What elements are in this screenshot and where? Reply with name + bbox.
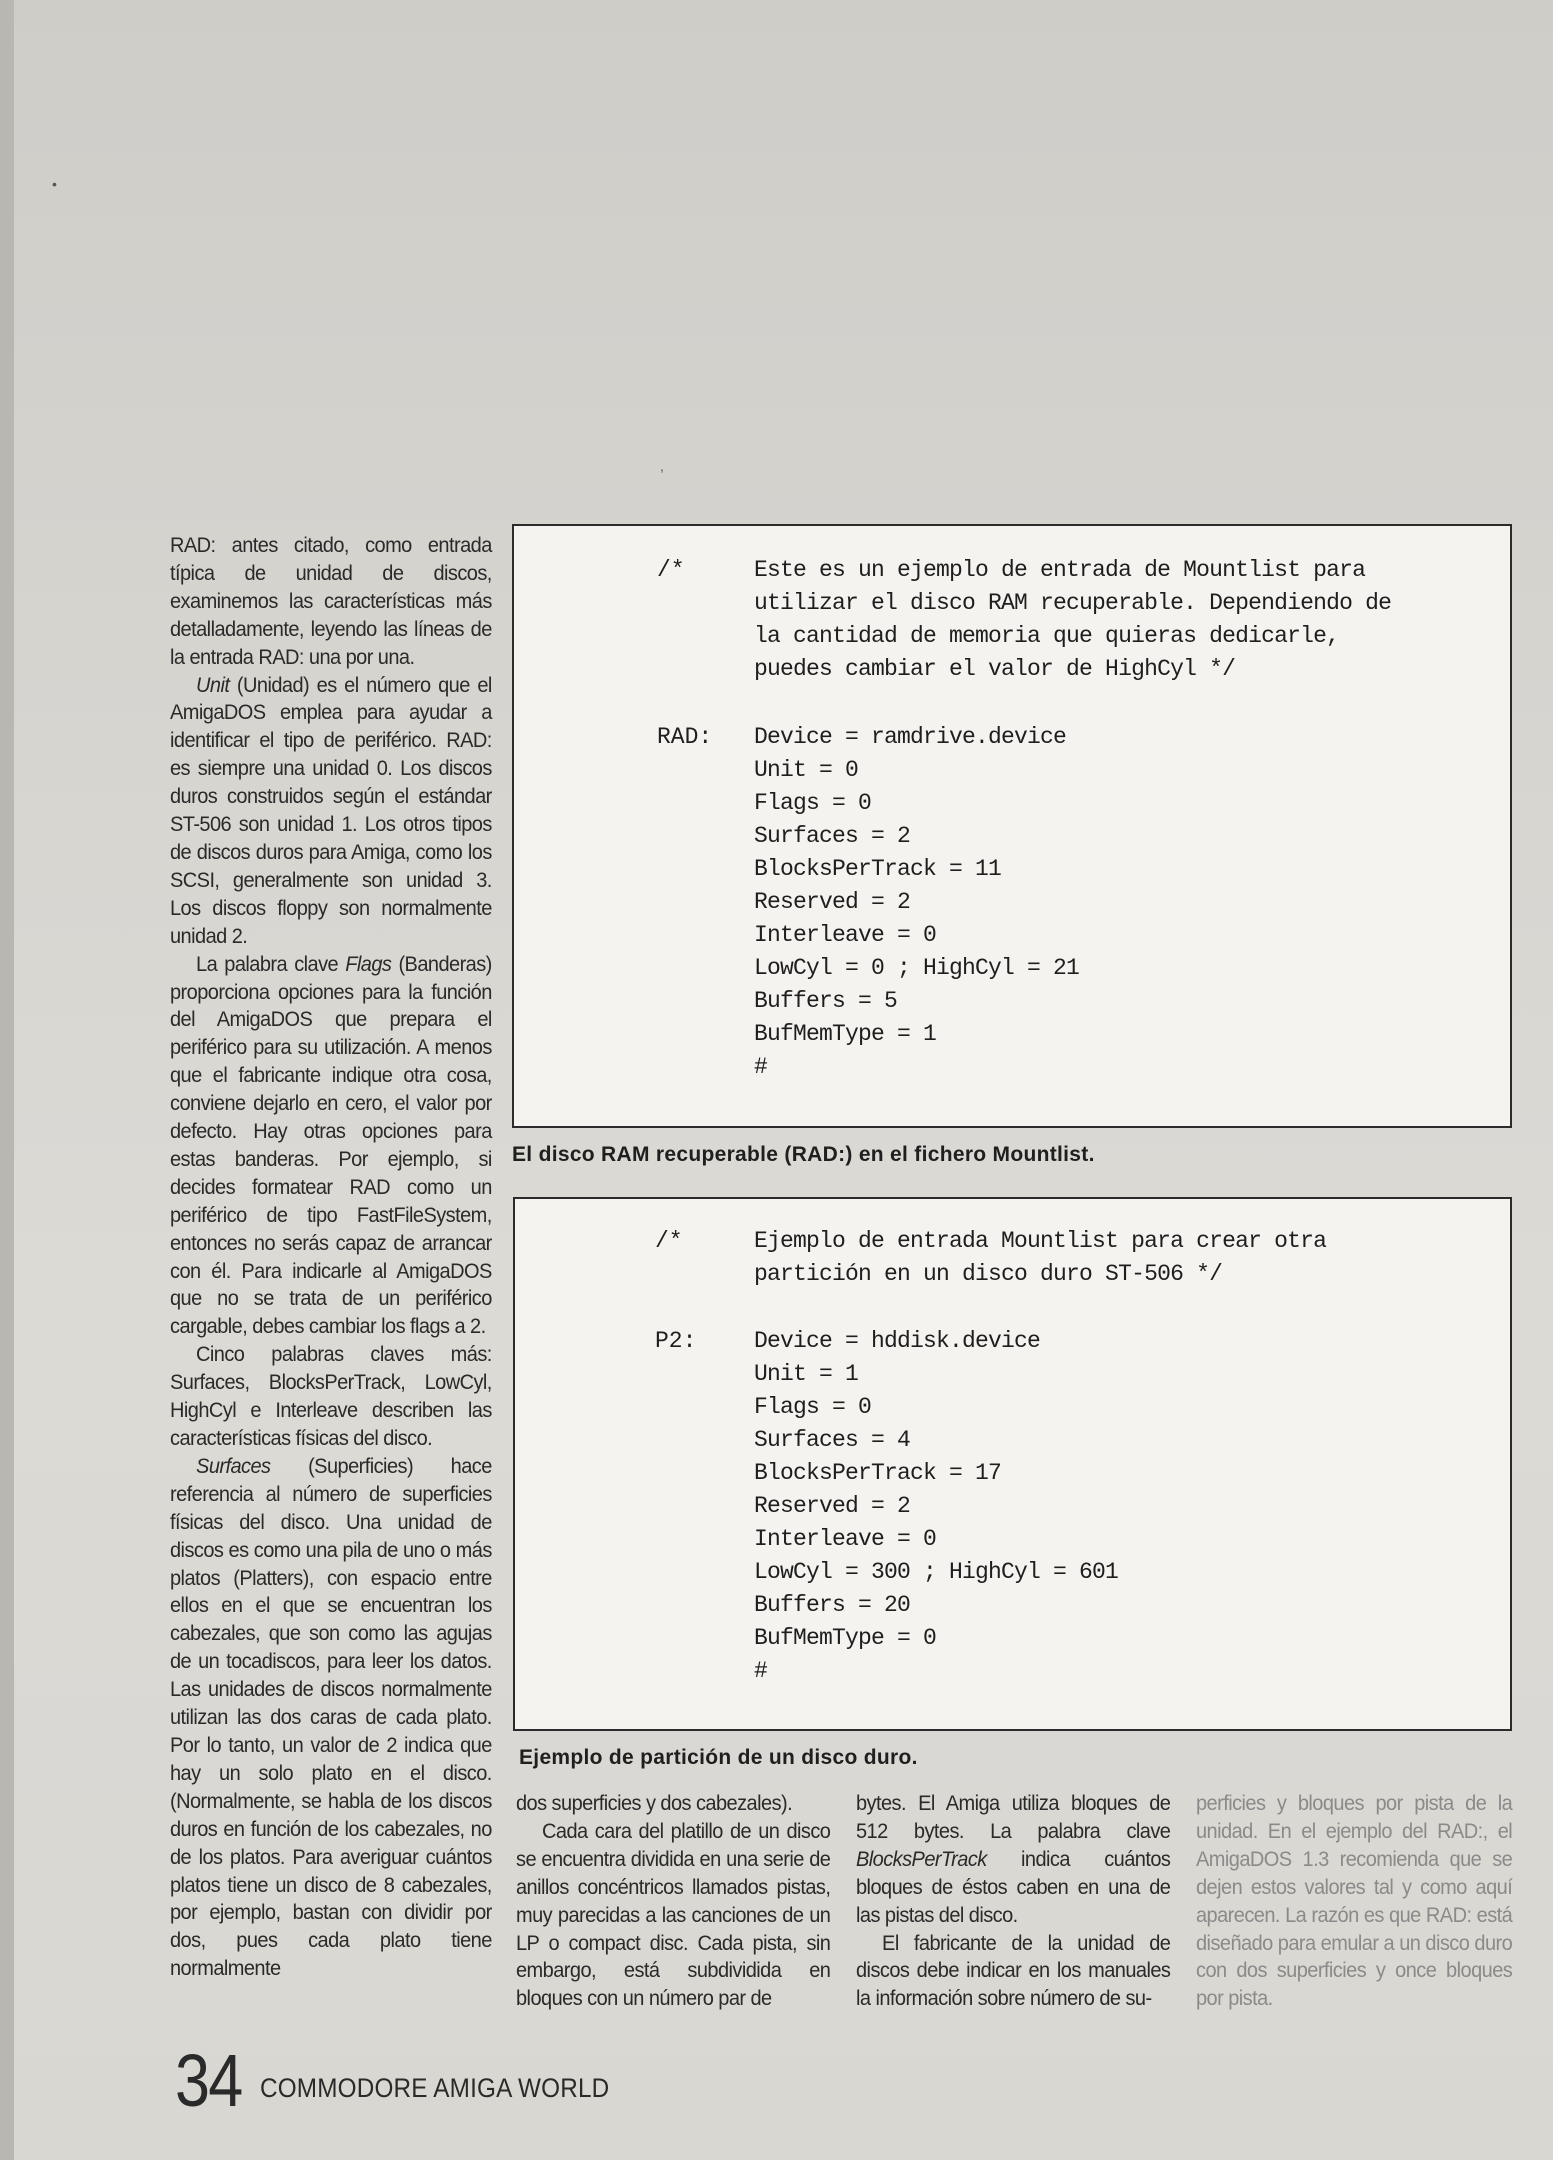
paragraph (856, 1790, 1170, 1930)
code-caption: Ejemplo de partición de un disco duro. (519, 1746, 918, 1769)
code-line: Device = ramdrive.device (754, 724, 1067, 750)
code-comment-line: puedes cambiar el valor de HighCyl */ (754, 656, 1236, 682)
paragraph: Cinco palabras claves más: Surfaces, BlocksPerTrack, LowCyl, HighCyl e Interleave describen las características físicas del disco. (170, 1342, 492, 1450)
code-line: Reserved = 2 (754, 1493, 911, 1519)
paragraph-text: bytes. El Amiga utiliza bloques de 512 bytes. La palabra clave (856, 1791, 1171, 1843)
paragraph-text: (Banderas) proporciona opciones para la función del AmigaDOS que prepara el periférico para su utilización. A menos que el fabricante indique otra cosa, conviene dejarlo en cero, el valor por defecto. Hay otras opciones para estas banderas. Por ejemplo, si decides formatear RAD como un periférico de tipo FastFileSystem, entonces no serás capaz de arrancar con él. Para indicarle al AmigaDOS que no se trata de un periférico cargable, debes cambiar los flags a 2. (170, 951, 492, 1339)
code-line: Device = hddisk.device (754, 1328, 1041, 1354)
left-text-column (170, 532, 492, 1983)
text-column-c (856, 1790, 1170, 2013)
page-edge (0, 0, 14, 2160)
code-caption: El disco RAM recuperable (RAD:) en el fichero Mountlist. (512, 1143, 1095, 1166)
paragraph: RAD: antes citado, como entrada típica de unidad de discos, examinemos las características más detalladamente, leyendo las líneas de la entrada RAD: una por una. (170, 533, 492, 669)
scan-speck: • (52, 176, 57, 192)
scan-speck: , (660, 458, 664, 474)
code-line: Buffers = 20 (754, 1592, 911, 1618)
text-column-b (516, 1790, 830, 2013)
code-line: BufMemType = 0 (754, 1625, 937, 1651)
mountlist-code-box-p2 (513, 1197, 1512, 1731)
term: BlocksPerTrack (856, 1846, 987, 1871)
code-line: Unit = 1 (754, 1361, 859, 1387)
code-line: Flags = 0 (754, 790, 872, 816)
paragraph: El fabricante de la unidad de discos debe indicar en los manuales la información sobre número de su- (856, 1930, 1171, 2011)
code-line: Flags = 0 (754, 1394, 872, 1420)
code-line: LowCyl = 300 ; HighCyl = 601 (754, 1559, 1119, 1585)
code-comment-line: partición en un disco duro ST-506 */ (754, 1261, 1223, 1287)
paragraph: Cada cara del platillo de un disco se encuentra dividida en una serie de anillos concéntricos llamados pistas, muy parecidas a las canciones de un LP o compact disc. Cada pista, sin embargo, está subdividida en bloques con un número par de (516, 1818, 831, 2011)
code-line: BufMemType = 1 (754, 1021, 937, 1047)
code-line: BlocksPerTrack = 11 (754, 856, 1002, 882)
code-line: # (754, 1054, 768, 1080)
code-comment-line: Este es un ejemplo de entrada de Mountlist para (754, 557, 1366, 583)
paragraph-text: (Unidad) es el número que el AmigaDOS emplea para ayudar a identificar el tipo de periférico. RAD: es siempre una unidad 0. Los discos duros construidos según el estándar ST-506 son unidad 1. Los otros tipos de discos duros para Amiga, como los SCSI, generalmente son unidad 3. Los discos floppy son normalmente unidad 2. (170, 672, 492, 948)
code-line: Surfaces = 4 (754, 1427, 911, 1453)
term: Unit (196, 672, 230, 697)
paragraph: perficies y bloques por pista de la unidad. En el ejemplo del RAD:, el AmigaDOS 1.3 recomienda que se dejen estos valores tal y como aquí aparecen. La razón es que RAD: está diseñado para emular a un disco duro con dos superficies y once bloques por pista. (1196, 1791, 1513, 2011)
code-line: Reserved = 2 (754, 889, 911, 915)
comment-label: /* (655, 1228, 683, 1254)
comment-label: /* (657, 557, 685, 583)
paragraph (170, 1453, 492, 1983)
code-line: Unit = 0 (754, 757, 859, 783)
code-line: Buffers = 5 (754, 988, 898, 1014)
code-comment-line: Ejemplo de entrada Mountlist para crear otra (754, 1228, 1327, 1254)
paragraph (170, 672, 492, 951)
text-column-d (1196, 1790, 1512, 2013)
term: Surfaces (196, 1453, 271, 1478)
mountlist-code-box-rad (512, 524, 1512, 1128)
code-line: LowCyl = 0 ; HighCyl = 21 (754, 955, 1080, 981)
code-comment-line: la cantidad de memoria que quieras dedicarle, (754, 623, 1340, 649)
code-line: Interleave = 0 (754, 922, 937, 948)
entry-label: P2: (655, 1328, 697, 1354)
paragraph-text: (Superficies) hace referencia al número de superficies físicas del disco. Una unidad de discos es como una pila de uno o más platos (Platters), con espacio entre ellos en el que se encuentran los cabezales, que son como las agujas de un tocadiscos, para leer los datos. Las unidades de discos normalmente utilizan las dos caras de cada plato. Por lo tanto, un valor de 2 indica que hay un solo plato en el disco. (Normalmente, se habla de los discos duros en función de los cabezales, no de los platos. Para averiguar cuántos platos tiene un disco de 8 cabezales, por ejemplo, bastan con dividir por dos, pues cada plato tiene normalmente (170, 1453, 492, 1981)
code-line: BlocksPerTrack = 17 (754, 1460, 1002, 1486)
paragraph-text: La palabra clave (196, 951, 346, 976)
magazine-name: COMMODORE AMIGA WORLD (260, 2073, 610, 2103)
code-line: Interleave = 0 (754, 1526, 937, 1552)
code-line: # (754, 1658, 768, 1684)
term: Flags (345, 951, 392, 976)
paragraph-text: indica cuántos bloques de éstos caben en una de las pistas del disco. (856, 1846, 1171, 1927)
entry-label: RAD: (657, 724, 713, 750)
paragraph: dos superficies y dos cabezales). (516, 1791, 793, 1815)
page-number: 34 (175, 2039, 242, 2122)
paragraph (170, 951, 492, 1342)
code-comment-line: utilizar el disco RAM recuperable. Dependiendo de (754, 590, 1392, 616)
code-line: Surfaces = 2 (754, 823, 911, 849)
